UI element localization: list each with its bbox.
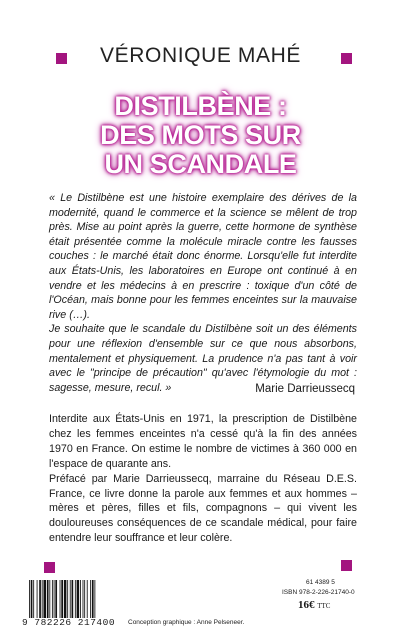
blurb-paragraph: Interdite aux États-Unis en 1971, la prescription de Distilbène chez les femmes enceintes n'a cessé qu'à la fin des années 1970 en France. On estime le nombre de victimes à 360 000 en l'espace de quarante ans. [49,413,357,470]
reference-code: 61 4389 5 [306,579,335,586]
blurb-paragraph: Préfacé par Marie Darrieussecq, marraine du Réseau D.E.S. France, ce livre donne la parole aux femmes et aux hommes – mères et pères, filles et fils, compagnons – qui vivent les douloureuses conséquences de ce scandale médical, pour faire entendre leur souffrance et leur colère. [49,472,357,545]
blurb-text [49,412,357,546]
decorative-square-bottom-left [44,562,55,573]
price [298,599,330,611]
design-credit: Conception graphique : Anne Pelseneer. [128,619,245,626]
barcode-digits: 9 782226 217400 [22,617,116,628]
price-value: 16€ [298,599,315,611]
title-line: DISTILBÈNE : [114,91,287,121]
title-line: DES MOTS SUR [100,120,301,150]
title-line: UN SCANDALE [104,149,297,179]
book-title [0,92,401,179]
price-suffix: TTC [317,602,331,610]
preface-quote [49,191,357,395]
decorative-square-bottom-right [341,560,352,571]
quote-signature: Marie Darrieussecq [255,383,355,395]
quote-paragraph: Je souhaite que le scandale du Distilbène soit un des éléments pour une réflexion d'ensemble sur ce que nous absorbons, mentalement et physiquement. La prudence n'a pas tant à voir avec le "principe de précaution" qu'avec l'étymologie du mot : sagesse, mesure, recul. » [49,323,357,394]
barcode-icon [27,580,124,620]
quote-paragraph: « Le Distilbène est une histoire exemplaire des dérives de la modernité, quand le commerce et la science se mêlent de trop près. Mise au point après la guerre, cette hormone de synthèse était présentée comme la molécule miracle contre les fausses couches : le marché était donc énorme. Lorsqu'elle fut interdite aux États-Unis, les laboratoires en Europe ont continué à en vendre et les médecins à en prescrire : toxique d'un côté de l'Océan, mais bonne pour les femmes enceintes sur la mauvaise rive (…). [49,192,357,321]
author-name: VÉRONIQUE MAHÉ [100,44,301,67]
isbn: ISBN 978-2-226-21740-0 [282,589,355,596]
